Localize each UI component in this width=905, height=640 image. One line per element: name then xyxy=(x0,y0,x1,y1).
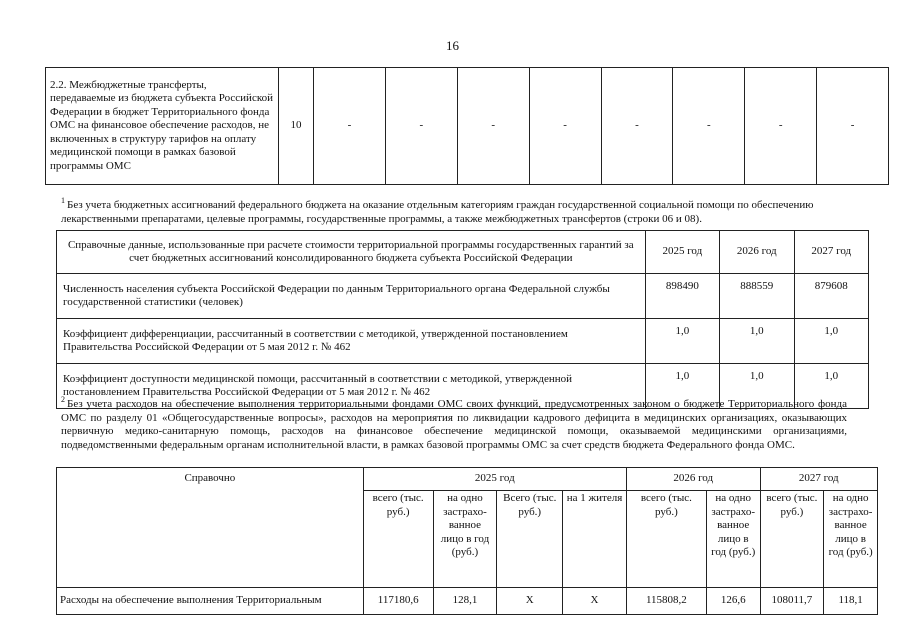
table-cell: - xyxy=(601,68,673,185)
row-label: Коэффициент дифференциации, рассчитанный в соответствии с методикой, утвержденной постановлением Правительства Российской Федерации от 5 мая 2012 г. № 462 xyxy=(57,319,646,364)
page-number: 16 xyxy=(446,38,459,53)
subheader-total: всего (тыс. руб.) xyxy=(760,491,824,588)
header-label: Справочно xyxy=(57,468,364,588)
table-cell: Х xyxy=(563,588,627,615)
year-header: 2027 год xyxy=(794,231,868,274)
table-cell: - xyxy=(817,68,889,185)
table-cell: - xyxy=(457,68,529,185)
table-cell: 888559 xyxy=(720,274,794,319)
subheader-total: всего (тыс. руб.) xyxy=(626,491,706,588)
table-cell: 126,6 xyxy=(706,588,760,615)
year-header: 2026 год xyxy=(720,231,794,274)
table-row xyxy=(57,319,869,364)
subheader-total: всего (тыс. руб.) xyxy=(363,491,433,588)
table-cell: 1,0 xyxy=(794,364,868,409)
year-header: 2025 год xyxy=(645,231,719,274)
table-cell: 1,0 xyxy=(720,364,794,409)
table-cell: - xyxy=(314,68,386,185)
table-cell: 108011,7 xyxy=(760,588,824,615)
table-row xyxy=(57,588,878,615)
row-label: 2.2. Межбюджетные трансферты, передаваемые из бюджета субъекта Российской Федерации в бюджет Территориального фонда ОМС на финансовое обеспечение расходов, не включенных в структуру тарифов на оплату медицинской помощи в рамках базовой программы ОМС xyxy=(46,68,279,185)
transfers-table xyxy=(45,67,889,185)
table-cell: 115808,2 xyxy=(626,588,706,615)
table-cell: 118,1 xyxy=(824,588,878,615)
year-header: 2026 год xyxy=(626,468,760,491)
table-cell: - xyxy=(745,68,817,185)
table-cell: 879608 xyxy=(794,274,868,319)
table-cell: 1,0 xyxy=(794,319,868,364)
row-label: Расходы на обеспечение выполнения Территориальным xyxy=(57,588,364,615)
table-row xyxy=(46,68,889,185)
year-header: 2025 год xyxy=(363,468,626,491)
table-cell: 1,0 xyxy=(645,319,719,364)
reference-data-table xyxy=(56,230,869,409)
table-cell: 1,0 xyxy=(645,364,719,409)
footnote-marker: 1 xyxy=(61,196,65,205)
footnote-text: Без учета бюджетных ассигнований федерального бюджета на оказание отдельным категориям граждан государственной социальной помощи по обеспечению лекарственными препаратами, целевые программы, государственные программы, а также межбюджетных трансфертов (строки 06 и 08). xyxy=(61,199,814,225)
table-cell: 128,1 xyxy=(433,588,497,615)
subheader-total-cap: Всего (тыс. руб.) xyxy=(497,491,563,588)
table-cell: 117180,6 xyxy=(363,588,433,615)
row-label: Численность населения субъекта Российской Федерации по данным Территориального органа Федеральной службы государственной статистики (человек) xyxy=(57,274,646,319)
subheader-per-resident: на 1 жителя xyxy=(563,491,627,588)
table-header-row xyxy=(57,468,878,491)
table-header-row xyxy=(57,231,869,274)
row-label: Коэффициент доступности медицинской помощи, рассчитанный в соответствии с методикой, утвержденной постановлением Правительства Российской Федерации от 5 мая 2012 г. № 462 xyxy=(57,364,646,409)
table-cell: - xyxy=(385,68,457,185)
subheader-per-insured: на одно застрахо-ванное лицо в год (руб.) xyxy=(706,491,760,588)
table-row xyxy=(57,274,869,319)
year-header: 2027 год xyxy=(760,468,877,491)
footnote-text: Без учета расходов на обеспечение выполнения территориальными фондами ОМС своих функций, предусмотренных законом о бюджете Территориального фонда ОМС по разделу 01 «Общегосударственные вопросы», расходов на мероприятия по ликвидации кадрового дефицита в медицинских организациях, оказывающих первичную медико-санитарную помощь, расходов на финансовое обеспечение медицинской помощи, оказываемой медицинскими организациями, подведомственными федеральным органам исполнительной власти, в рамках базовой программы ОМС за счет средств бюджета Федерального фонда ОМС. xyxy=(61,398,847,451)
footnote-2 xyxy=(61,393,847,452)
expenses-table xyxy=(56,467,878,615)
subheader-per-insured: на одно застрахо-ванное лицо в год (руб.) xyxy=(433,491,497,588)
subheader-per-insured: на одно застрахо-ванное лицо в год (руб.) xyxy=(824,491,878,588)
table-cell: 898490 xyxy=(645,274,719,319)
header-label: Справочные данные, использованные при расчете стоимости территориальной программы государственных гарантий за счет бюджетных ассигнований консолидированного бюджета субъекта Российской Федерации xyxy=(57,231,646,274)
row-code: 10 xyxy=(279,68,314,185)
footnote-marker: 2 xyxy=(61,395,65,404)
table-cell: - xyxy=(529,68,601,185)
table-cell: 1,0 xyxy=(720,319,794,364)
footnote-1 xyxy=(61,194,861,226)
table-cell: - xyxy=(673,68,745,185)
table-cell: Х xyxy=(497,588,563,615)
